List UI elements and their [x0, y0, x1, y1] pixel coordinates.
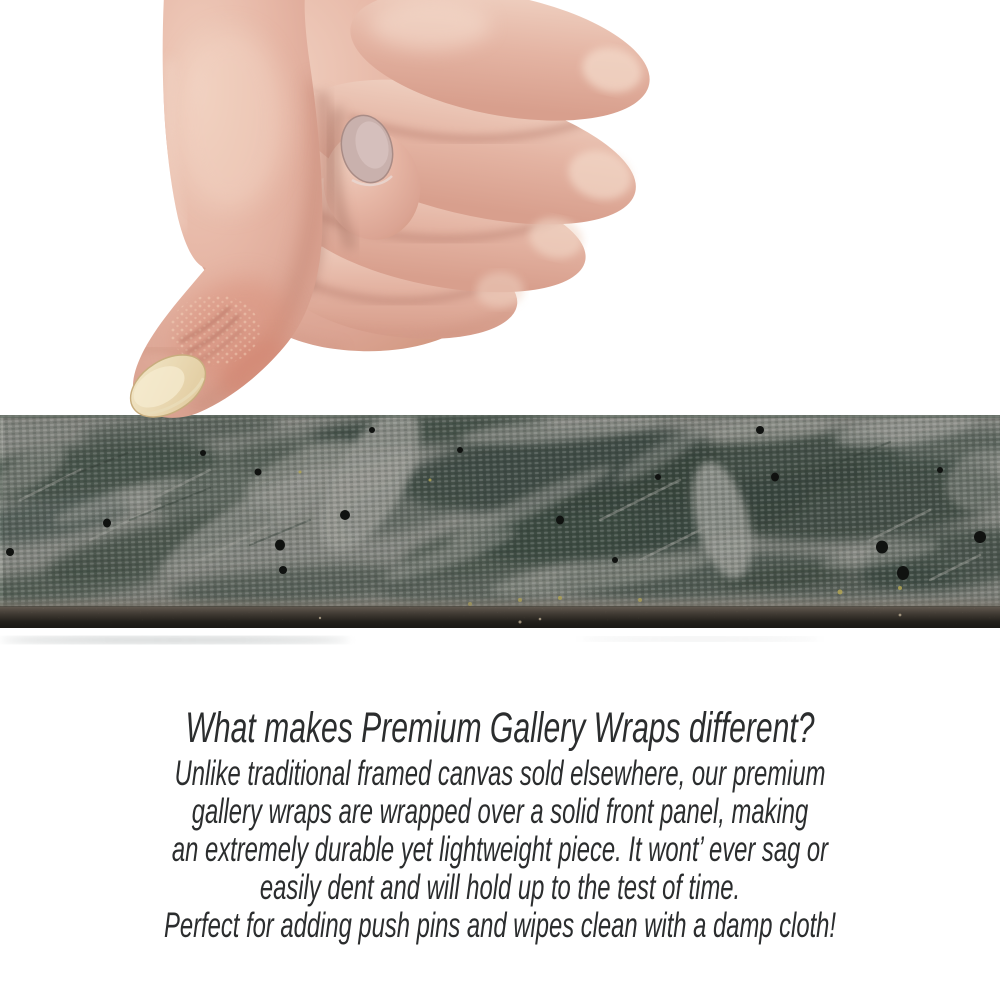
canvas-strip-graphic: [0, 394, 1000, 644]
canvas-weave-texture: [0, 415, 1000, 607]
panel-edge-grain: [0, 607, 1000, 628]
body-line-5: Perfect for adding push pins and wipes clean with a damp cloth!: [163, 906, 837, 945]
hand-graphic: [119, 0, 660, 430]
body-line-3: an extremely durable yet lightweight piece. It wont’ ever sag or: [171, 830, 829, 869]
headline: What makes Premium Gallery Wraps different?: [185, 704, 815, 752]
strip-shadow: [0, 637, 820, 644]
body-line-4: easily dent and will hold up to the test of time.: [259, 868, 741, 907]
marketing-copy: [0, 704, 1000, 945]
body-line-2: gallery wraps are wrapped over a solid front panel, making: [191, 792, 809, 831]
body-line-1: Unlike traditional framed canvas sold elsewhere, our premium: [174, 754, 826, 793]
